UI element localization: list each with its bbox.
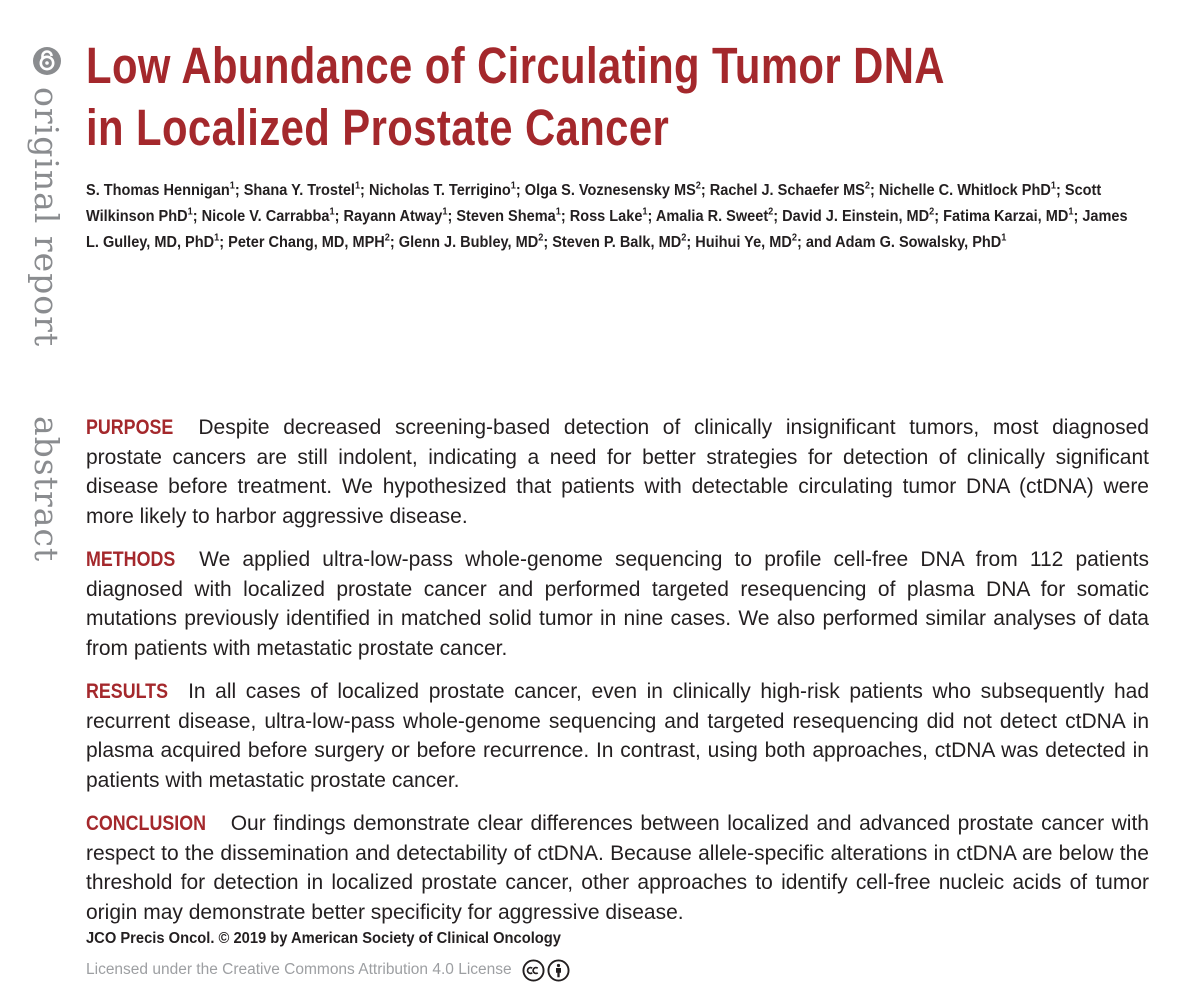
journal-citation: JCO Precis Oncol. © 2019 by American Society of Clinical Oncology	[86, 930, 561, 947]
license-line	[86, 958, 570, 982]
author-name: Fatima Karzai, MD	[943, 208, 1069, 225]
author-name: Olga S. Voznesensky MS	[524, 182, 696, 199]
author-name: David J. Einstein, MD	[782, 208, 930, 225]
open-access-icon	[32, 46, 62, 76]
abstract-methods	[86, 545, 1149, 663]
author-affiliation: 1	[555, 206, 561, 218]
author-name: Shana Y. Trostel	[243, 182, 355, 199]
author-affiliation: 2	[538, 232, 544, 244]
abstract-section-label: abstract	[27, 416, 66, 563]
author-affiliation: 1	[510, 180, 516, 192]
author-affiliation: 2	[864, 180, 870, 192]
abstract-text: Despite decreased screening-based detection of clinically insignificant tumors, most diagnosed prostate cancers are still indolent, indicating a need for better strategies for detection of clinically significant disease before treatment. We hypothesized that patients with detectable circulating tumor DNA (ctDNA) were more likely to harbor aggressive disease.	[86, 416, 1149, 528]
author-name: James L. Gulley, MD, PhD	[86, 208, 1128, 251]
author-name: Amalia R. Sweet	[655, 208, 769, 225]
author-name: Nicholas T. Terrigino	[368, 182, 511, 199]
author-affiliation: 1	[642, 206, 648, 218]
author-affiliation: 1	[214, 232, 220, 244]
abstract-heading: CONCLUSION	[86, 812, 206, 835]
article-title: Low Abundance of Circulating Tumor DNA in Localized Prostate Cancer	[86, 37, 944, 156]
abstract-text: Our findings demonstrate clear differences between localized and advanced prostate cancer with respect to the dissemination and detectability of ctDNA. Because allele-specific alterations in ctDNA are below the threshold for detection in localized prostate cancer, other approaches to identify cell-free nucleic acids of tumor origin may demonstrate better specificity for aggressive disease.	[86, 812, 1149, 924]
author-name: Steven P. Balk, MD	[552, 234, 682, 251]
author-affiliation: 2	[768, 206, 774, 218]
author-name: Huihui Ye, MD	[695, 234, 792, 251]
author-name: Peter Chang, MD, MPH	[228, 234, 385, 251]
abstract-heading: RESULTS	[86, 680, 168, 703]
author-name: Rachel J. Schaefer MS	[709, 182, 865, 199]
author-affiliation: 1	[1001, 232, 1007, 244]
author-affiliation: 1	[354, 180, 361, 192]
abstract-conclusion	[86, 809, 1149, 927]
author-name: and Adam G. Sowalsky, PhD	[805, 234, 1002, 251]
attribution-icon	[547, 959, 570, 982]
author-name: Scott Wilkinson PhD	[86, 182, 1102, 225]
abstract-text: We applied ultra-low-pass whole-genome sequencing to profile cell-free DNA from 112 patients diagnosed with localized prostate cancer and performed targeted resequencing of plasma DNA for somatic mutations previously identified in matched solid tumor in nine cases. We also performed similar analyses of data from patients with metastatic prostate cancer.	[86, 548, 1149, 660]
author-name: Steven Shema	[456, 208, 556, 225]
author-affiliation: 1	[229, 180, 235, 192]
abstract-text: In all cases of localized prostate cancer, even in clinically high-risk patients who subsequently had recurrent disease, ultra-low-pass whole-genome sequencing and targeted resequencing did not detect ctDNA in plasma acquired before surgery or before recurrence. In contrast, using both approaches, ctDNA was detected in patients with metastatic prostate cancer.	[86, 680, 1149, 792]
author-name: Nicole V. Carrabba	[201, 208, 330, 225]
cc-icon	[522, 959, 545, 982]
author-affiliation: 2	[929, 206, 935, 218]
author-affiliation: 2	[681, 232, 687, 244]
abstract-heading: PURPOSE	[86, 416, 174, 439]
author-name: Glenn J. Bubley, MD	[398, 234, 539, 251]
license-text: Licensed under the Creative Commons Attribution 4.0 License	[86, 961, 512, 978]
article-type-label: original report	[27, 87, 66, 348]
author-affiliation: 1	[442, 206, 448, 218]
author-affiliation: 2	[791, 232, 797, 244]
author-affiliation: 2	[695, 180, 701, 192]
abstract-results	[86, 677, 1149, 795]
author-affiliation: 1	[329, 206, 335, 218]
abstract-heading: METHODS	[86, 548, 176, 571]
author-list: S. Thomas Hennigan$^1$; Shana Y. Trostel$^1$; Nicholas T. Terrigino$^1$; Olga S. Voznesensky $MS^2$; Rachel J. Schaefer $MS^2$; Nichelle C. Whitlock PhD$^1$; Scott Wilkinson PhD$^1$; Nicole V. Carrabba$^1$; Rayann Atway$^1$; Steven Shema$^1$; Ross Lake$^1$; Amalia R. Sweet$^2$; David J. Einstein, $MD^2$; Fatima Karzai, $MD^1$; James L. Gulley, MD, PhD$^1$; Peter Chang, MD, MPH$^2$; Glenn J. Bubley, $MD^2$; Steven P. Balk, $MD^2$; Huihui Ye, $MD^2$; and Adam G. Sowalsky, PhD$^1$	[86, 180, 1128, 251]
author-name: S. Thomas Hennigan	[86, 182, 230, 199]
author-affiliation: 1	[1050, 180, 1056, 192]
author-name: Nichelle C. Whitlock PhD	[878, 182, 1051, 199]
author-affiliation: 1	[1068, 206, 1074, 218]
author-affiliation: 2	[384, 232, 390, 244]
abstract-body	[86, 413, 1149, 941]
author-name: Rayann Atway	[343, 208, 443, 225]
abstract-purpose	[86, 413, 1149, 531]
author-name: Ross Lake	[569, 208, 643, 225]
author-affiliation: 1	[187, 206, 193, 218]
